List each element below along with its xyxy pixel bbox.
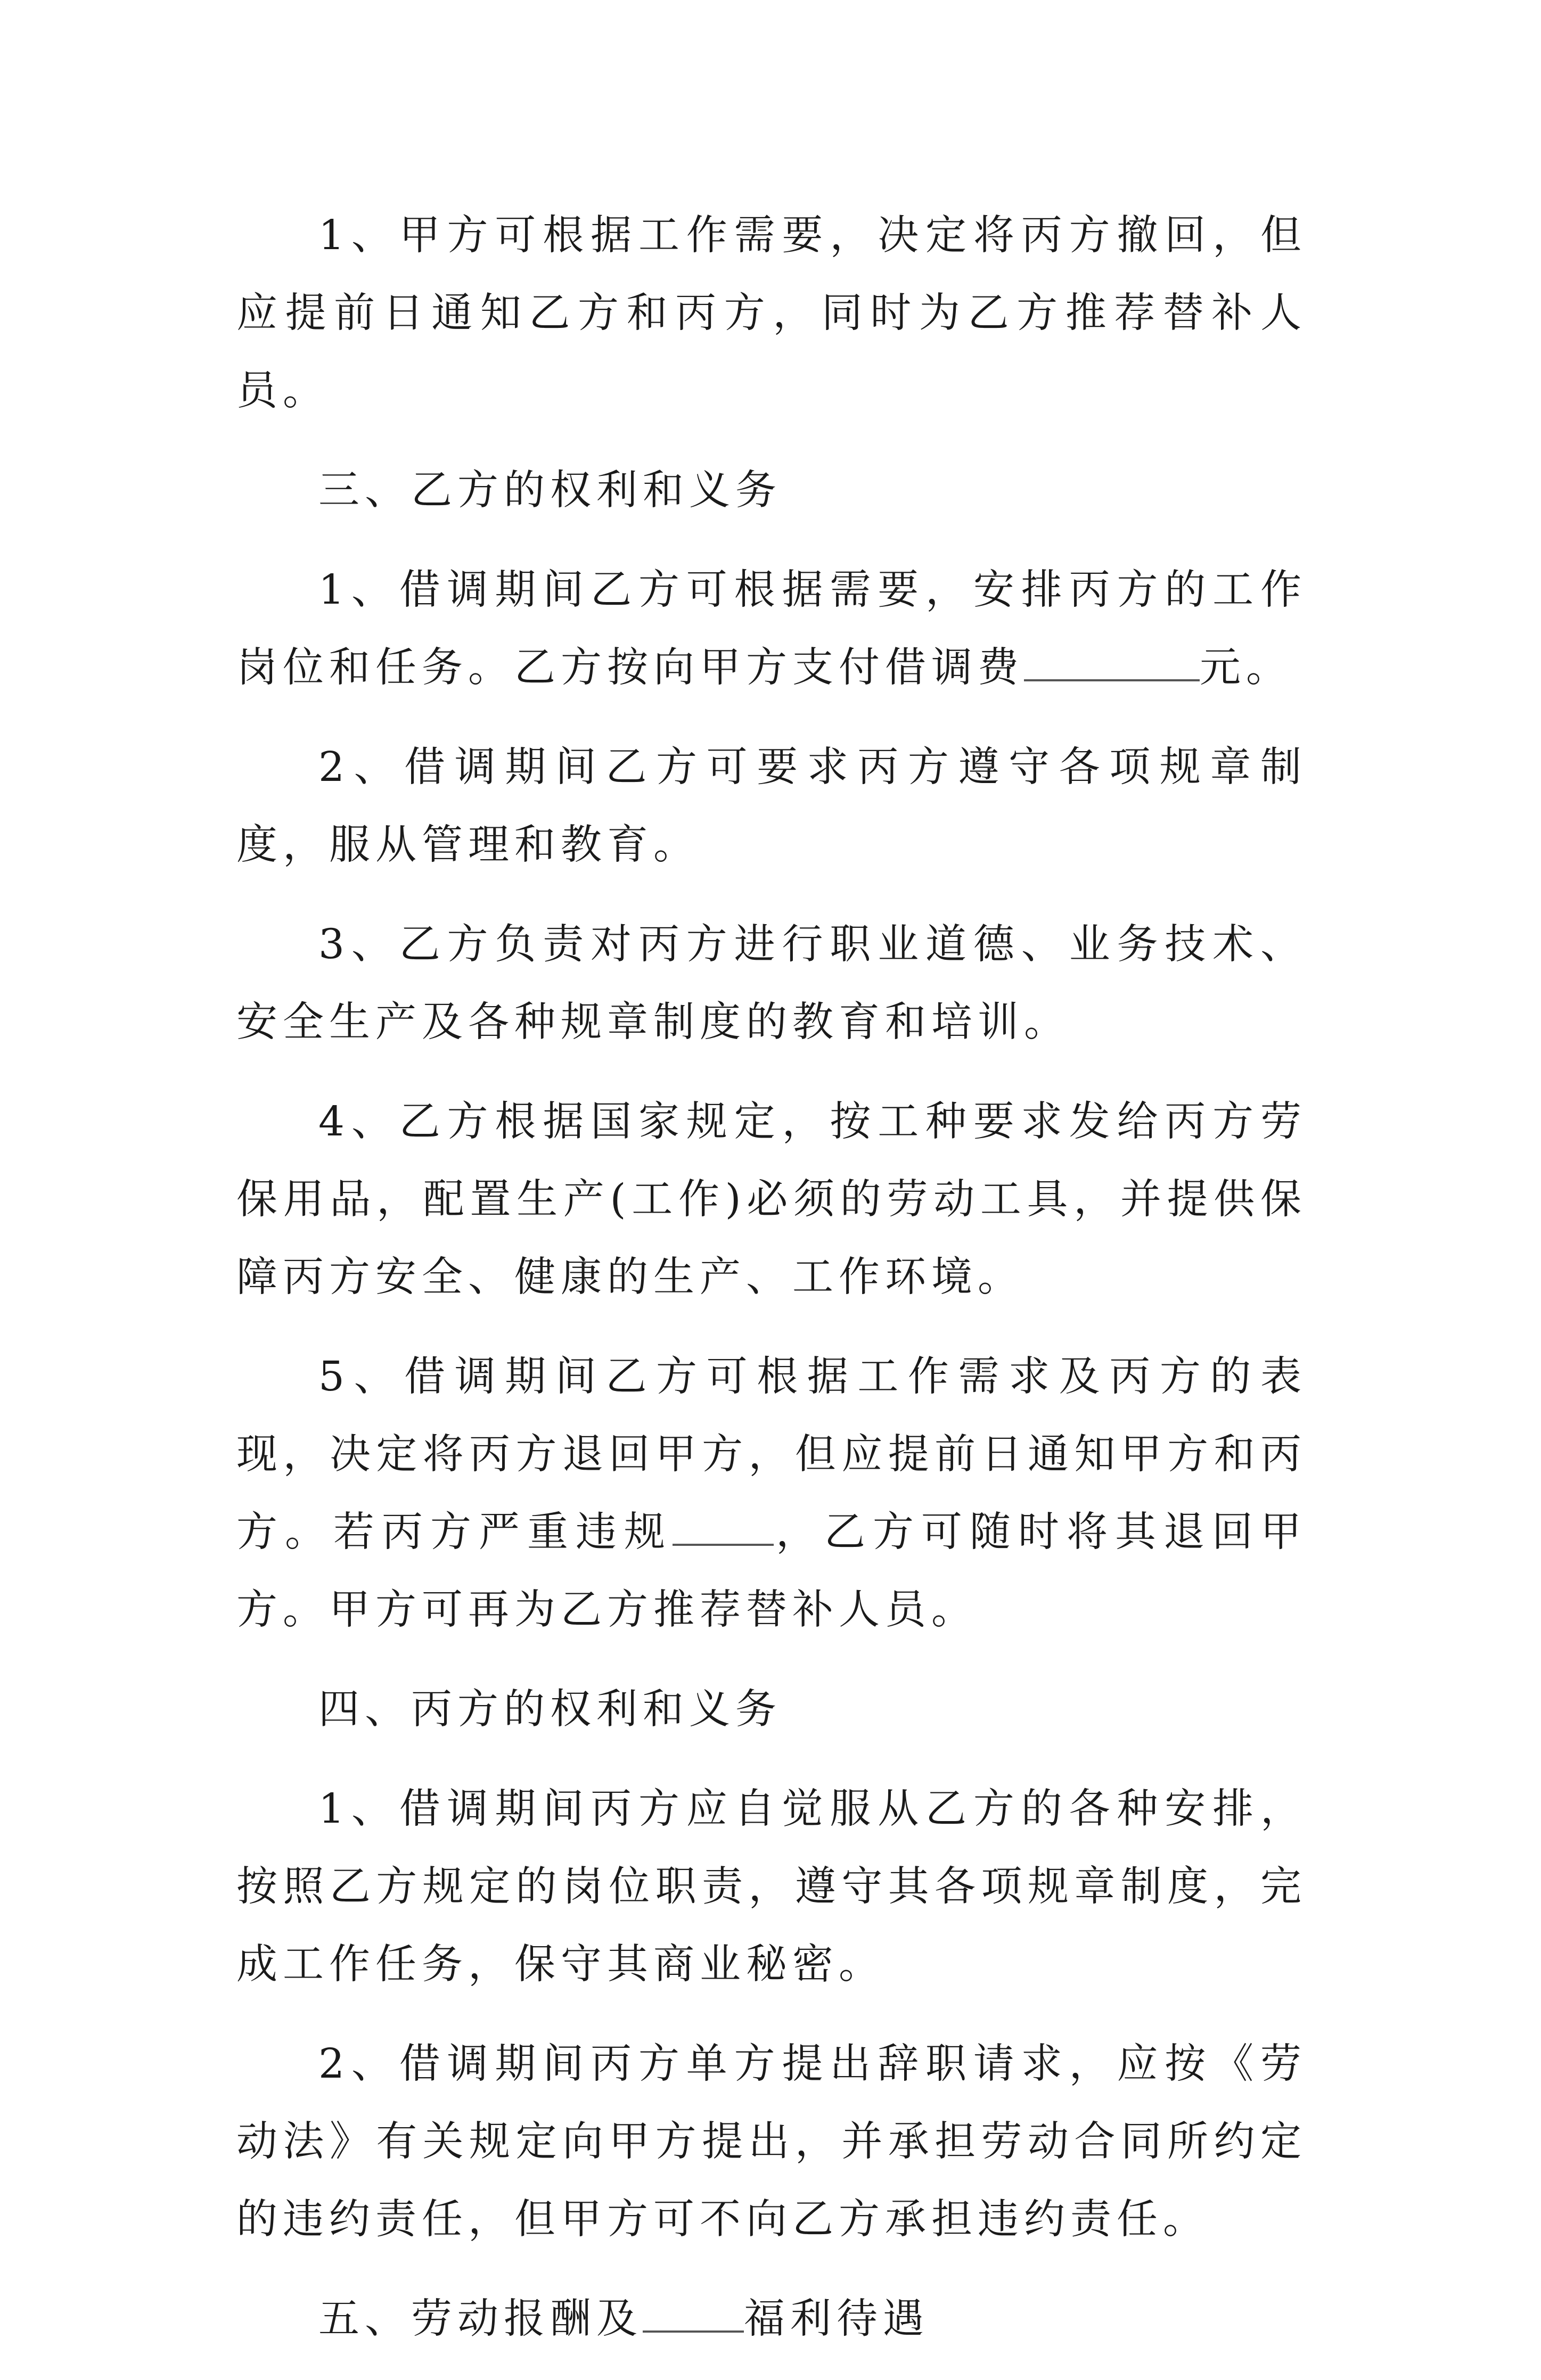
welfare-blank-field bbox=[643, 2292, 744, 2333]
paragraph-party-b-rules bbox=[236, 729, 1307, 884]
heading-text: 四、丙方的权利和义务 bbox=[318, 1686, 782, 1733]
paragraph-party-b-training bbox=[236, 906, 1307, 1061]
heading-text: 五、劳动报酬及 bbox=[318, 2295, 643, 2343]
heading-text: 福利待遇 bbox=[744, 2295, 929, 2343]
paragraph-text: 元。 bbox=[1200, 644, 1292, 691]
paragraph-party-c-obey bbox=[236, 1770, 1307, 2004]
paragraph-text: 1、借调期间丙方应自觉服从乙方的各种安排，按照乙方规定的岗位职责，遵守其各项规章制度，完成工作任务，保守其商业秘密。 bbox=[236, 1785, 1307, 1988]
document-body bbox=[236, 197, 1307, 2380]
violation-blank-field bbox=[673, 1505, 774, 1546]
paragraph-party-b-protection bbox=[236, 1083, 1307, 1316]
fee-blank-field bbox=[1024, 640, 1200, 681]
paragraph-text: 2、借调期间丙方单方提出辞职请求，应按《劳动法》有关规定向甲方提出，并承担劳动合同所约定的违约责任，但甲方可不向乙方承担违约责任。 bbox=[236, 2040, 1307, 2243]
section-heading-party-c bbox=[236, 1671, 1307, 1749]
paragraph-text: ，乙方可随时将其退回甲方。甲方可再为乙方推荐替补人员。 bbox=[236, 1509, 1307, 1634]
paragraph-party-c-resign bbox=[236, 2025, 1307, 2259]
section-heading-remuneration bbox=[236, 2280, 1307, 2358]
paragraph-party-b-arrangement bbox=[236, 551, 1307, 707]
paragraph-text: 3、乙方负责对丙方进行职业道德、业务技术、安全生产及各种规章制度的教育和培训。 bbox=[236, 921, 1307, 1046]
section-heading-party-b bbox=[236, 452, 1307, 530]
paragraph-text: 1、借调期间乙方可根据需要，安排丙方的工作岗位和任务。乙方按向甲方支付借调费 bbox=[236, 566, 1307, 691]
paragraph-recall-clause bbox=[236, 197, 1307, 430]
paragraph-text: 1、甲方可根据工作需要，决定将丙方撤回，但应提前日通知乙方和丙方，同时为乙方推荐替补人员。 bbox=[236, 212, 1307, 415]
paragraph-text: 5、借调期间乙方可根据工作需求及丙方的表现，决定将丙方退回甲方，但应提前日通知甲方和丙方。若丙方严重违规 bbox=[236, 1353, 1307, 1556]
heading-text: 三、乙方的权利和义务 bbox=[318, 467, 782, 514]
paragraph-party-b-return bbox=[236, 1338, 1307, 1649]
paragraph-text: 2、借调期间乙方可要求丙方遵守各项规章制度，服从管理和教育。 bbox=[236, 744, 1307, 869]
paragraph-text: 4、乙方根据国家规定，按工种要求发给丙方劳保用品，配置生产(工作)必须的劳动工具，并提供保障丙方安全、健康的生产、工作环境。 bbox=[236, 1098, 1307, 1301]
